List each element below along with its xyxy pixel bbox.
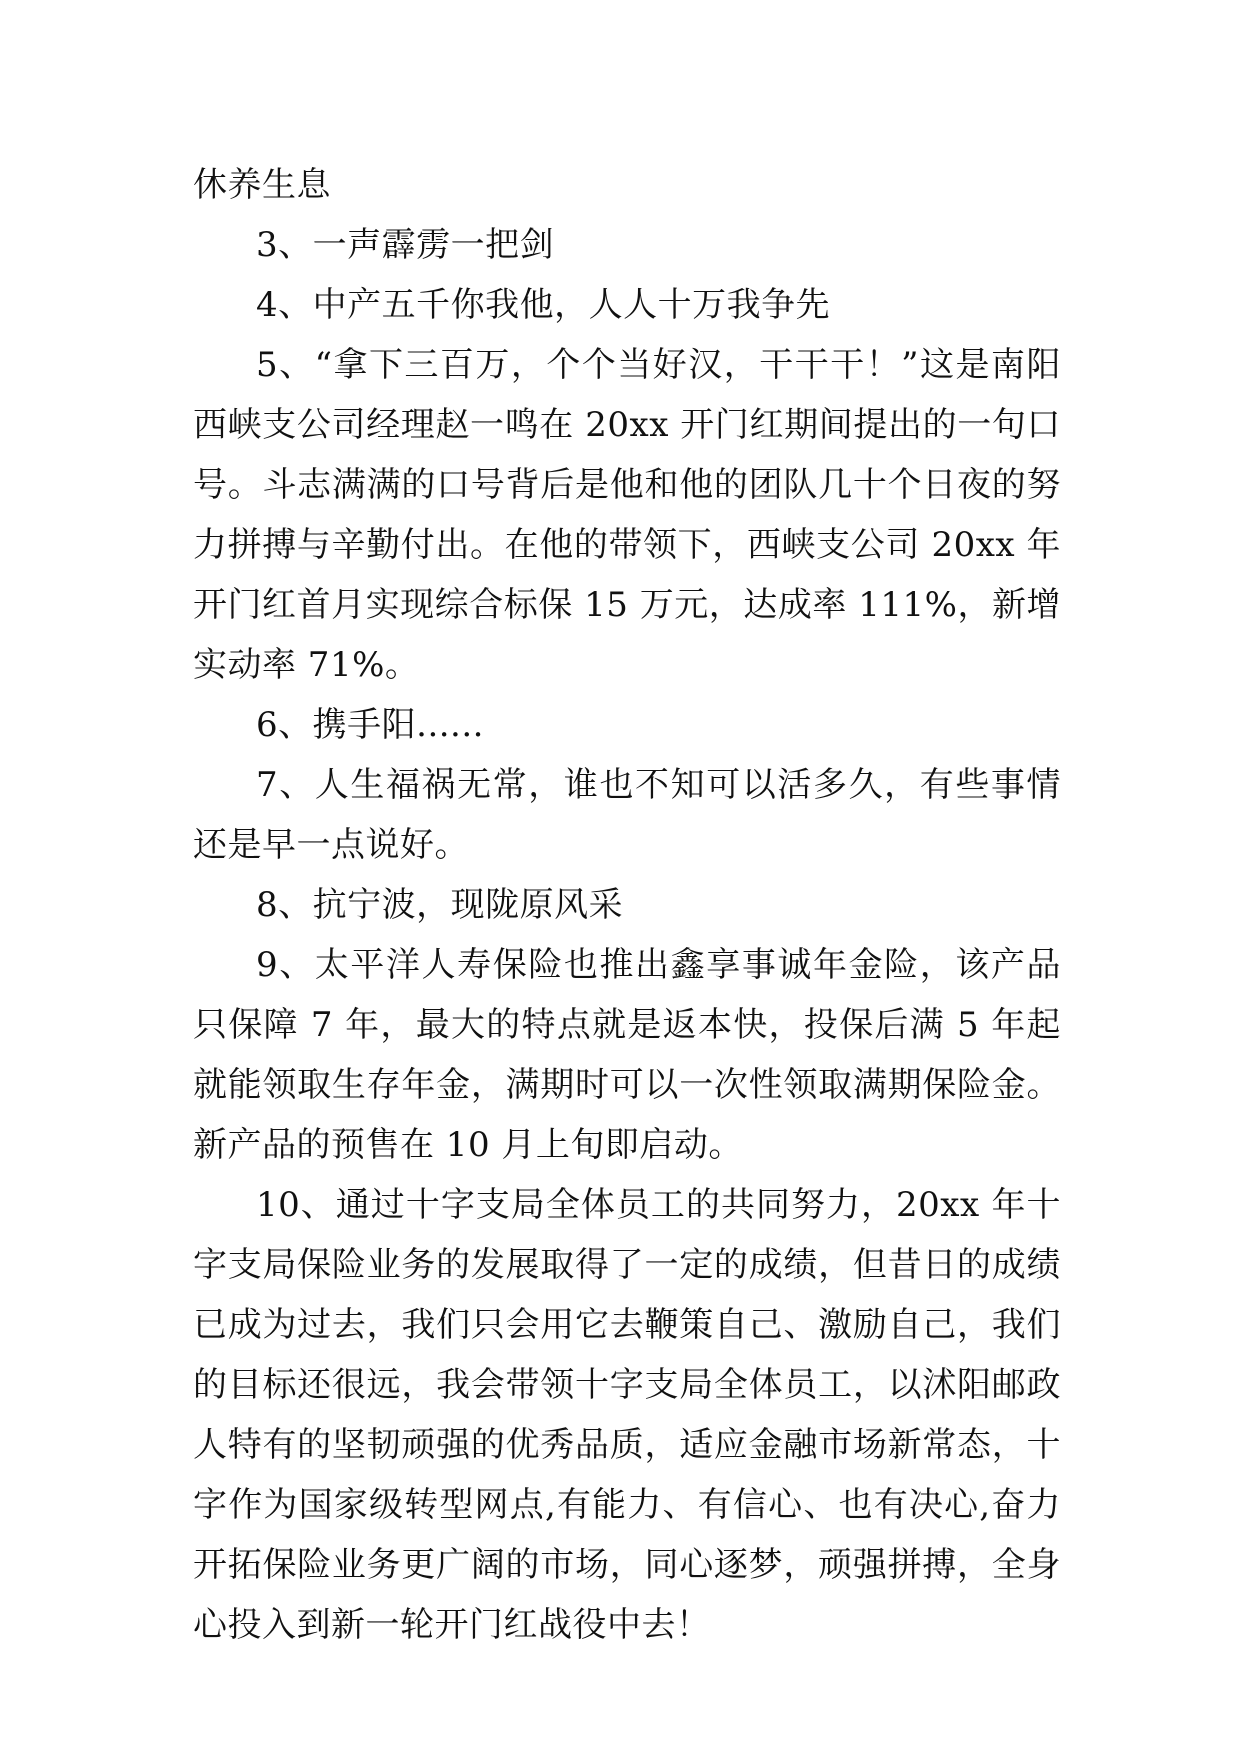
document-body [193,155,1061,1655]
paragraph-item-9: 9、太平洋人寿保险也推出鑫享事诚年金险，该产品只保障 7 年，最大的特点就是返本快，投保后满 5 年起就能领取生存年金，满期时可以一次性领取满期保险金。新产品的预售在 10 月上旬即启动。 [193,945,1061,1165]
paragraph-continuation: 休养生息 [193,165,331,205]
paragraph-item-4: 4、中产五千你我他，人人十万我争先 [256,285,831,325]
paragraph-item-5: 5、“拿下三百万，个个当好汉，干干干！”这是南阳西峡支公司经理赵一鸣在 20xx 开门红期间提出的一句口号。斗志满满的口号背后是他和他的团队几十个日夜的努力拼搏与辛勤付出。在他的带领下，西峡支公司 20xx 年开门红首月实现综合标保 15 万元，达成率 111%，新增实动率 71%。 [193,345,1061,685]
paragraph-item-10: 10、通过十字支局全体员工的共同努力，20xx 年十字支局保险业务的发展取得了一定的成绩，但昔日的成绩已成为过去，我们只会用它去鞭策自己、激励自己，我们的目标还很远，我会带领十字支局全体员工，以沭阳邮政人特有的坚韧顽强的优秀品质，适应金融市场新常态，十字作为国家级转型网点,有能力、有信心、也有决心,奋力开拓保险业务更广阔的市场，同心逐梦，顽强拼搏，全身心投入到新一轮开门红战役中去！ [193,1185,1061,1645]
paragraph-item-3: 3、一声霹雳一把剑 [256,225,555,265]
paragraph-item-7: 7、人生福祸无常，谁也不知可以活多久，有些事情还是早一点说好。 [193,765,1061,865]
paragraph-item-6: 6、携手阳...... [256,705,484,745]
paragraph-item-8: 8、抗宁波，现陇原风采 [256,885,624,925]
